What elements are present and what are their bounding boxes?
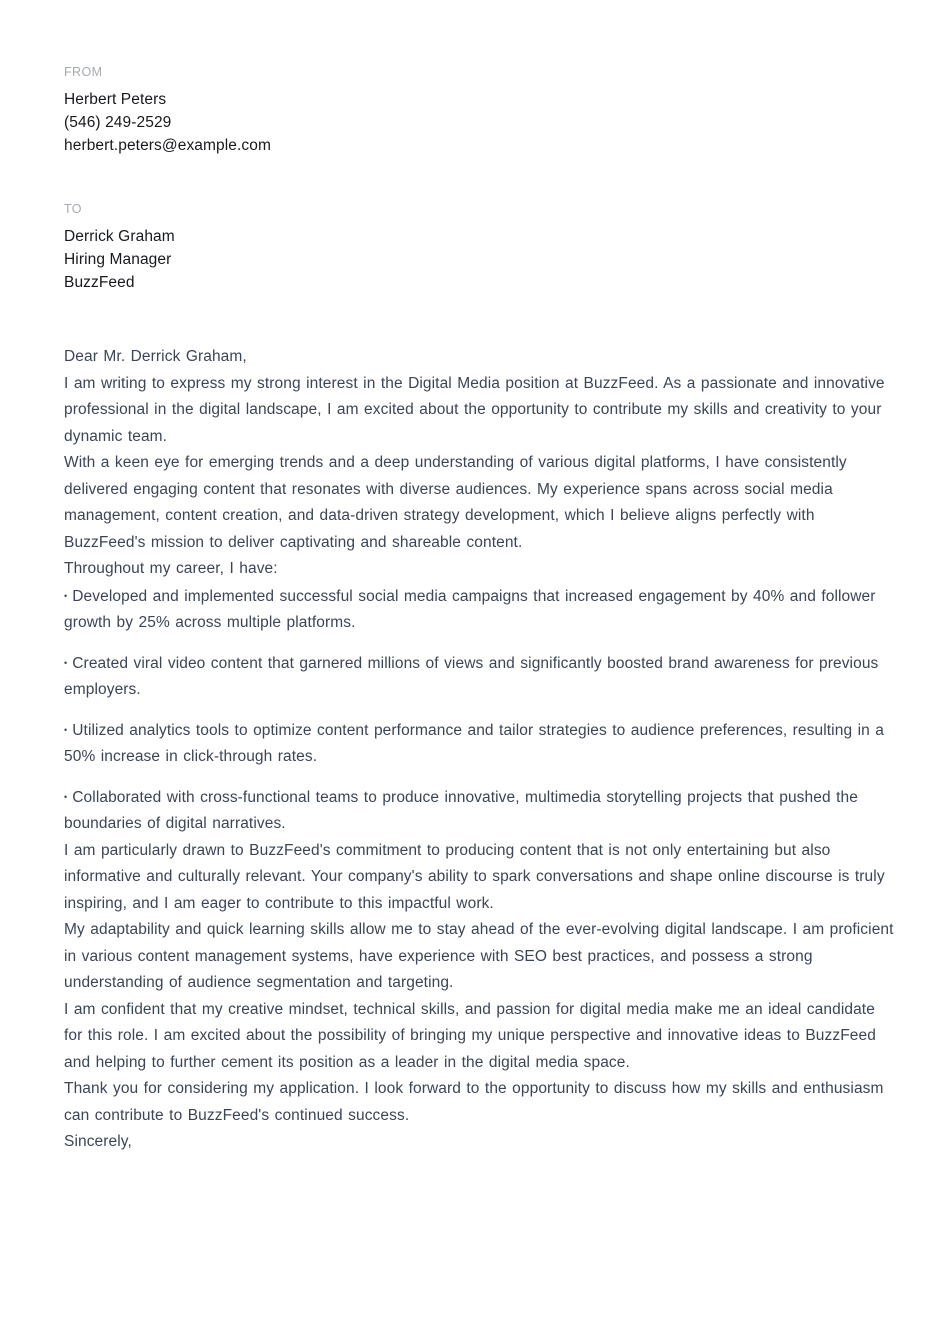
letter-bullet-item xyxy=(64,717,894,771)
bullet-icon: • xyxy=(64,724,68,735)
recipient-name: Derrick Graham xyxy=(64,228,175,245)
letter-paragraph: Throughout my career, I have: xyxy=(64,560,278,577)
bullet-text: Developed and implemented successful social media campaigns that increased engagement by 40% and follower growth by 25% across multiple platforms. xyxy=(64,587,876,631)
letter-body xyxy=(64,344,894,1156)
recipient-block xyxy=(64,202,894,294)
bullet-icon: • xyxy=(64,590,68,601)
bullet-text: Utilized analytics tools to optimize content performance and tailor strategies to audience preferences, resulting in a 50% increase in click-through rates. xyxy=(64,721,884,765)
letter-paragraph: Thank you for considering my application. I look forward to the opportunity to discuss how my skills and enthusiasm can contribute to BuzzFeed's continued success. xyxy=(64,1080,884,1124)
sender-label: FROM xyxy=(64,65,103,79)
recipient-title: Hiring Manager xyxy=(64,251,172,268)
closing: Sincerely, xyxy=(64,1133,132,1150)
sender-name: Herbert Peters xyxy=(64,91,167,108)
bullet-text: Created viral video content that garnered millions of views and significantly boosted brand awareness for previous employers. xyxy=(64,654,879,698)
letter-paragraph: With a keen eye for emerging trends and a deep understanding of various digital platforms, I have consistently delivered engaging content that resonates with diverse audiences. My experience spans across social media management, content creation, and data-driven strategy development, which I believe aligns perfectly with BuzzFeed's mission to deliver captivating and shareable content. xyxy=(64,454,847,551)
letter-paragraph: I am writing to express my strong interest in the Digital Media position at BuzzFeed. As a passionate and innovative professional in the digital landscape, I am excited about the opportunity to contribute my skills and creativity to your dynamic team. xyxy=(64,374,885,445)
letter-bullet-item xyxy=(64,583,894,637)
bullet-icon: • xyxy=(64,791,68,802)
bullet-icon: • xyxy=(64,657,68,668)
letter-paragraph: I am confident that my creative mindset, technical skills, and passion for digital media make me an ideal candidate for this role. I am excited about the possibility of bringing my unique perspective and innovative ideas to BuzzFeed and helping to further cement its position as a leader in the digital media space. xyxy=(64,1000,876,1071)
sender-phone: (546) 249-2529 xyxy=(64,114,172,131)
letter-paragraph: My adaptability and quick learning skills allow me to stay ahead of the ever-evolving digital landscape. I am proficient in various content management systems, have experience with SEO best practices, and possess a strong understanding of audience segmentation and targeting. xyxy=(64,921,894,991)
letter-bullet-item xyxy=(64,784,894,838)
sender-email: herbert.peters@example.com xyxy=(64,137,272,154)
sender-block xyxy=(64,65,894,157)
recipient-company: BuzzFeed xyxy=(64,274,135,291)
salutation: Dear Mr. Derrick Graham, xyxy=(64,348,247,365)
letter-paragraph: I am particularly drawn to BuzzFeed's commitment to producing content that is not only entertaining but also informative and culturally relevant. Your company's ability to spark conversations and shape online discourse is truly inspiring, and I am eager to contribute to this impactful work. xyxy=(64,841,885,912)
letter-bullet-item xyxy=(64,650,894,704)
recipient-label: TO xyxy=(64,202,82,216)
bullet-text: Collaborated with cross-functional teams to produce innovative, multimedia storytelling projects that pushed the boundaries of digital narratives. xyxy=(64,788,858,832)
